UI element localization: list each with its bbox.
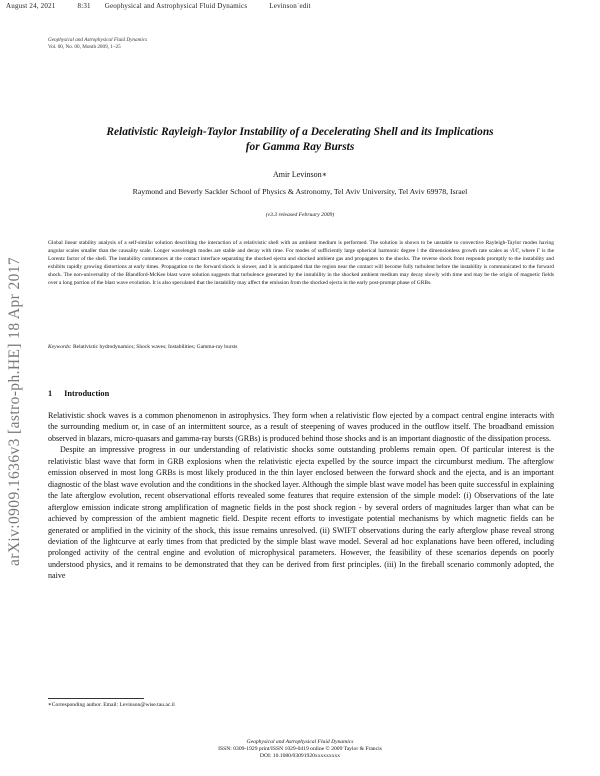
paragraph-1: Relativistic shock waves is a common phenomenon in astrophysics. They form when a relativistic flow ejected by a compact central engine interacts with the surrounding medium or, in case of an intermittent source, as a result of steepening of waves produced in the outflow itself. The broadband emission observed in blazars, micro-quasars and gamma-ray bursts (GRBs) is produced behind those shocks and is an important diagnostic of the dissipation process. — [48, 411, 554, 443]
running-header-date: August 24, 2021 — [6, 2, 56, 10]
section-number: 1 — [48, 389, 53, 398]
body-text — [48, 410, 554, 582]
footer-doi: DOI: 10.1080/03091920xxxxxxxxx — [259, 753, 341, 760]
running-header-journal: Geophysical and Astrophysical Fluid Dynamics — [104, 2, 248, 10]
running-header — [6, 2, 333, 10]
running-header-time: 8:31 — [77, 2, 91, 10]
journal-block — [48, 37, 147, 51]
keywords-list: Relativistic hydrodynamics; Shock waves; Instabilities; Gamma-ray bursts — [73, 344, 238, 350]
abstract: Global linear stability analysis of a self-similar solution describing the interaction of a relativistic shell with an ambient medium is performed. The solution is shown to be unstable to convective Rayleigh-Taylor modes having angular scales smaller than the causality scale. Longer wavelength modes are stable and decay with time. For modes of sufficiently large spherical harmonic degree l the dimensionless growth rate scales as √l/Γ, where Γ is the Lorentz factor of the shell. The instability commences at the contact interface separating the shocked ejecta and shocked ambient gas and propagates to the shocks. The reverse shock front responds promptly to the instability and exhibits rapidly growing distortions at early times. Propagation to the forward shock is slower, and it is anticipated that the region near the contact will become fully turbulent before the instability is communicated to the forward shock. The non-universality of the Blandford-McKee blast wave solution suggests that turbulence generated by the instability in the shocked ambient medium may decay slowly with time and may be the origin of magnetic fields over a long portion of the blast wave evolution. It is also speculated that the instability may affect the emission from the shocked ejecta in the early post-prompt phase of GRBs. — [48, 240, 554, 287]
release-note: (v3.3 released February 2009) — [265, 212, 335, 218]
keywords-label: Keywords: — [48, 344, 72, 350]
running-header-file: Levinson˙edit — [269, 2, 311, 10]
paper-title-line1: Relativistic Rayleigh-Taylor Instability of a Decelerating Shell and its Implications — [106, 126, 494, 138]
arxiv-stamp: arXiv:0909.1636v3 [astro-ph.HE] 18 Apr 2017 — [6, 256, 23, 566]
paper-title — [48, 125, 552, 155]
footer-journal: Geophysical and Astrophysical Fluid Dynamics — [246, 739, 354, 745]
affiliation: Raymond and Beverly Sackler School of Physics & Astronomy, Tel Aviv University, Tel Aviv 69978, Israel — [132, 187, 468, 196]
footnote-rule — [48, 698, 144, 699]
paragraph-2: Despite an impressive progress in our understanding of relativistic shocks some outstanding problems remain open. Of particular interest is the relativistic blast wave that form in GRB explosions when the relativistic ejecta expelled by the source impact the circumburst medium. The afterglow emission observed in most long GRBs is most likely produced in the thin layer enclosed between the forward shock and the ejecta, and is an important diagnostic of the blast wave evolution and the conditions in the shocked layer. Although the simple blast wave model has been quite successful in explaining the late afterglow evolution, recent observational efforts revealed some features that require extension of the simple model: (i) Observations of the late afterglow emission indicate strong amplification of magnetic fields in the post shock region - by several orders of magnitudes larger than what can be achieved by compression of the ambient magnetic field. Despite recent efforts to investigate potential mechanisms by which magnetic fields can be generated or amplified in the vicinity of the shock, this issue remains unresolved. (ii) SWIFT observations during the early afterglow phase reveal strong deviation of the lightcurve at early times from that predicted by the simple blast wave model. Several ad hoc explanations have been offered, including prolonged activity of the central engine and evolution of microphysical parameters. However, the feasibility of these scenarios depends on poorly understood physics, and it remains to be demonstrated that they can be derived from first principles. (iii) In the fireball scenario commonly adopted, the naive — [48, 445, 554, 581]
page-footer — [48, 739, 552, 761]
author: Amir Levinson∗ — [272, 170, 328, 179]
section-heading — [48, 389, 109, 398]
journal-volume: Vol. 00, No. 00, Month 2009, 1–25 — [48, 44, 121, 50]
footer-issn: ISSN: 0309-1929 print/ISSN 1029-0419 online © 2009 Taylor & Francis — [218, 746, 382, 753]
paper-title-line2: for Gamma Ray Bursts — [245, 141, 355, 153]
section-title: Introduction — [64, 389, 110, 398]
footnote: ∗Corresponding author. Email: Levinson@wise.tau.ac.il — [48, 702, 175, 708]
journal-name: Geophysical and Astrophysical Fluid Dynamics — [48, 37, 148, 43]
keywords — [48, 344, 552, 350]
